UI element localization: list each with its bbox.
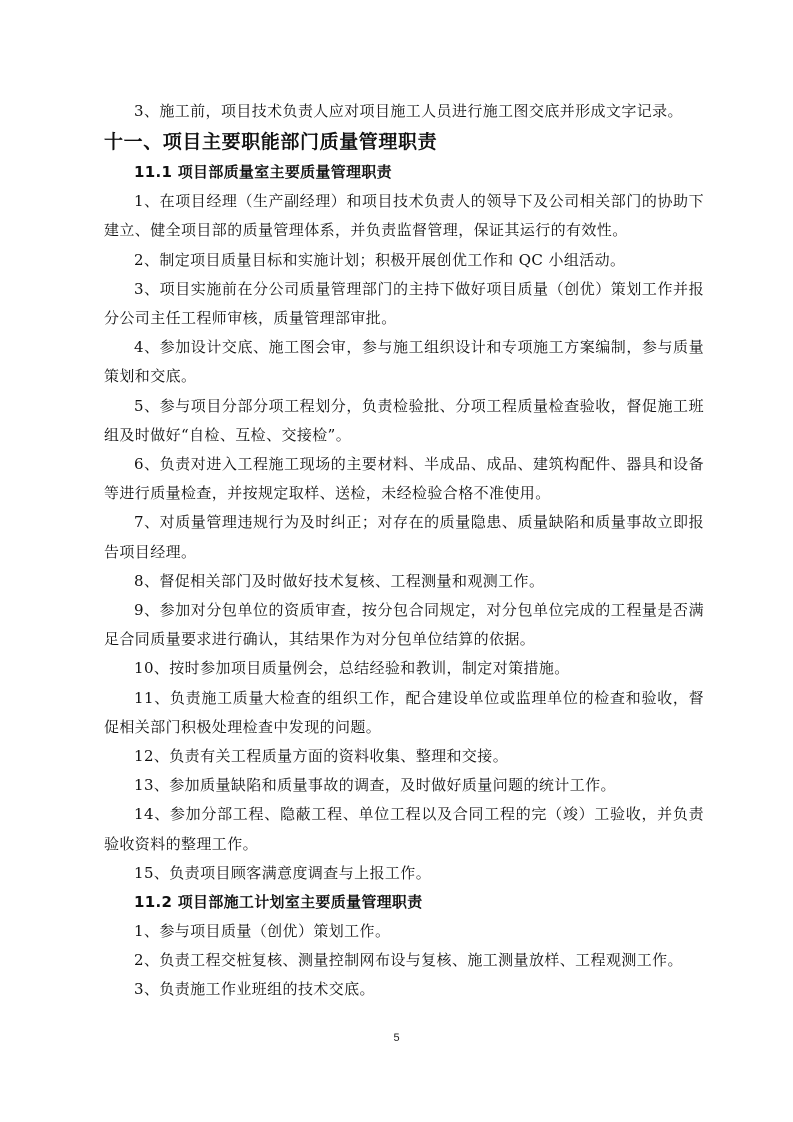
intro-item: 3、施工前，项目技术负责人应对项目施工人员进行施工图交底并形成文字记录。 bbox=[134, 102, 683, 120]
list-item: 1、参与项目质量（创优）策划工作。 bbox=[134, 922, 391, 941]
list-item: 2、负责工程交桩复核、测量控制网布设与复核、施工测量放样、工程观测工作。 bbox=[134, 951, 683, 970]
list-item: 12、负责有关工程质量方面的资料收集、整理和交接。 bbox=[134, 747, 509, 766]
list-item: 10、按时参加项目质量例会，总结经验和教训，制定对策措施。 bbox=[134, 659, 570, 678]
subsection-title-11-2: 11.2 项目部施工计划室主要质量管理职责 bbox=[134, 893, 423, 912]
list-item: 3、负责施工作业班组的技术交底。 bbox=[134, 980, 375, 999]
list-item: 7、对质量管理违规行为及时纠正；对存在的质量隐患、质量缺陷和质量事故立即报告项目经理。 bbox=[104, 513, 704, 561]
list-item: 1、在项目经理（生产副经理）和项目技术负责人的领导下及公司相关部门的协助下建立、健全项目部的质量管理体系，并负责监督管理，保证其运行的有效性。 bbox=[104, 192, 704, 240]
list-item: 13、参加质量缺陷和质量事故的调查，及时做好质量问题的统计工作。 bbox=[134, 776, 616, 795]
list-item: 9、参加对分包单位的资质审查，按分包合同规定，对分包单位完成的工程量是否满足合同质量要求进行确认，其结果作为对分包单位结算的依据。 bbox=[104, 601, 704, 649]
list-item: 6、负责对进入工程施工现场的主要材料、半成品、成品、建筑构配件、器具和设备等进行质量检查，并按规定取样、送检，未经检验合格不准使用。 bbox=[104, 455, 704, 503]
list-item: 11、负责施工质量大检查的组织工作，配合建设单位或监理单位的检查和验收，督促相关部门积极处理检查中发现的问题。 bbox=[104, 688, 704, 736]
list-item: 5、参与项目分部分项工程划分，负责检验批、分项工程质量检查验收，督促施工班组及时做好“自检、互检、交接检”。 bbox=[104, 396, 704, 444]
list-item: 3、项目实施前在分公司质量管理部门的主持下做好项目质量（创优）策划工作并报分公司主任工程师审核，质量管理部审批。 bbox=[104, 279, 704, 328]
list-item: 4、参加设计交底、施工图会审，参与施工组织设计和专项施工方案编制，参与质量策划和交底。 bbox=[104, 338, 704, 386]
section-title: 十一、项目主要职能部门质量管理职责 bbox=[104, 131, 438, 154]
page-number: 5 bbox=[393, 1032, 400, 1044]
list-item: 14、参加分部工程、隐蔽工程、单位工程以及合同工程的完（竣）工验收，并负责验收资料的整理工作。 bbox=[104, 805, 704, 853]
list-item: 15、负责项目顾客满意度调查与上报工作。 bbox=[134, 863, 432, 882]
list-item: 2、制定项目质量目标和实施计划；积极开展创优工作和 QC 小组活动。 bbox=[134, 250, 626, 269]
subsection-title-11-1: 11.1 项目部质量室主要质量管理职责 bbox=[134, 163, 392, 182]
page-body bbox=[104, 97, 704, 1005]
list-item: 8、督促相关部门及时做好技术复核、工程测量和观测工作。 bbox=[134, 571, 545, 590]
